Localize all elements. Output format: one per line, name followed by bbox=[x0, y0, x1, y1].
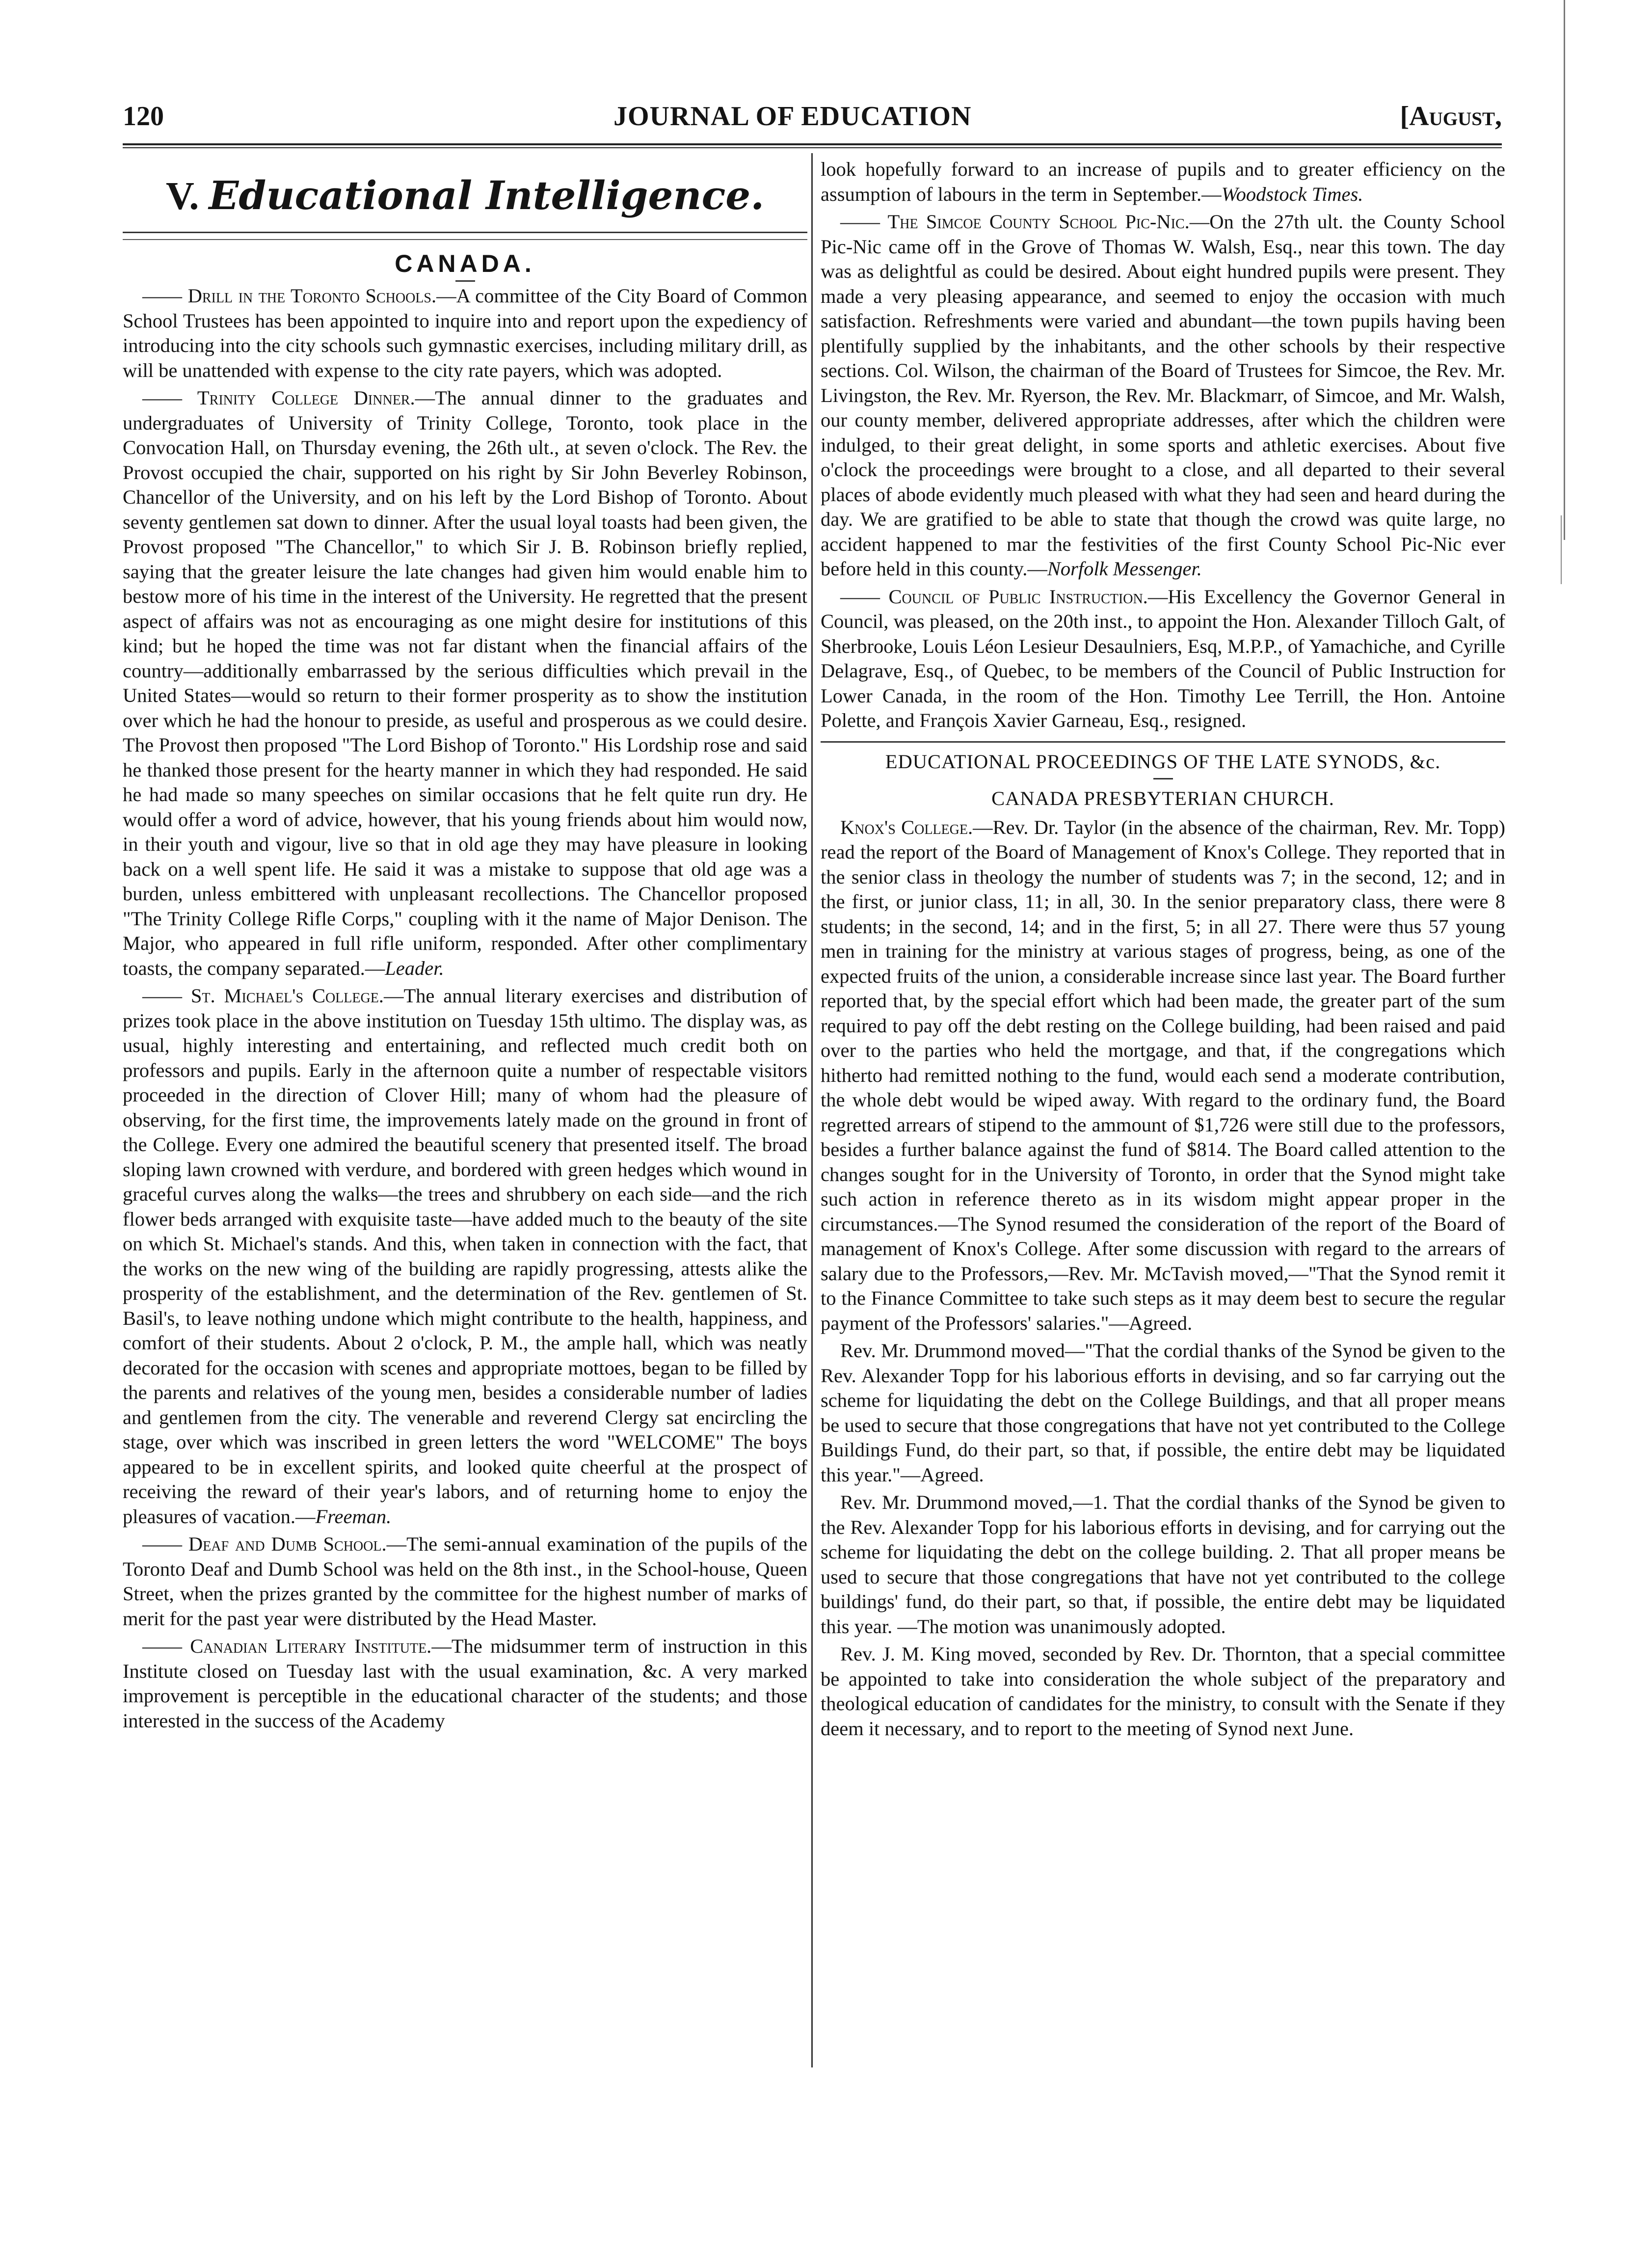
section-title-text: Educational Intelligence. bbox=[209, 172, 765, 218]
article-source: Norfolk Messenger. bbox=[1047, 558, 1202, 580]
article-body: look hopefully forward to an increase of pupils and to greater efficiency on the assumption of labours in the term in September.— bbox=[821, 158, 1505, 205]
paragraph-body: —Rev. Dr. Taylor (in the absence of the chairman, Rev. Mr. Topp) read the report of the Board of Management of Knox's College. They reported that in the senior class in theology the number of students was 7; in the second, 12; and in the first, or junior class, 11; in all, 30. In the senior preparatory class, there were 8 students; in the second, 14; and in the first, 5; in all 27. There were thus 57 young men in training for the ministry at various stages of progress, being, as one of the expected fruits of the union, a considerable increase since last year. The Board further reported that, by the special effort which had been made, the greater part of the sum required to pay off the debt resting on the College building, had been raised and paid over to the parties who held the mortgage, and that, if the congregations which hitherto had remitted nothing to the fund, would each send a moderate contribution, the whole debt would be wiped away. With regard to the ordinary fund, the Board regretted arrears of stipend to the ammount of $1,726 were still due to the professors, besides a further balance against the fund of $814. The Board called attention to the changes sought for in the University of Toronto, in order that the Synod might take such action in reference thereto as in its wisdom might appear proper in the circumstances.—The Synod resumed the consideration of the report of the Board of management of Knox's College. After some discussion with regard to the arrears of salary due to the Professors,—Rev. Mr. McTavish moved,—"That the Synod remit it to the Finance Committee to take such steps as it may deem best to secure the regular payment of the Professors' salaries."—Agreed. bbox=[821, 816, 1505, 1334]
article-heading: —— Council of Public Instruction. bbox=[840, 585, 1148, 608]
church-paragraph bbox=[821, 1490, 1505, 1639]
proceedings-heading: EDUCATIONAL PROCEEDINGS OF THE LATE SYNODS, &c. bbox=[885, 750, 1441, 773]
article-paragraph bbox=[123, 386, 807, 981]
article-heading: —— Canadian Literary Institute. bbox=[142, 1635, 432, 1657]
church-paragraph bbox=[821, 815, 1505, 1336]
article-heading: —— The Simcoe County School Pic-Nic. bbox=[840, 211, 1190, 233]
church-paragraph bbox=[821, 1642, 1505, 1741]
article-heading: —— Drill in the Toronto Schools. bbox=[142, 285, 437, 307]
article-body: —The semi-annual examination of the pupils of the Toronto Deaf and Dumb School was held on the 8th inst., in the School-house, Queen Street, when the prizes granted by the committee for the highest number of marks of merit for the past year were distributed by the Head Master. bbox=[123, 1533, 807, 1630]
section-numeral: V. bbox=[165, 175, 199, 218]
article-paragraph bbox=[123, 1532, 807, 1631]
article-paragraph bbox=[123, 1634, 807, 1733]
page-edge-mark bbox=[1564, 0, 1565, 540]
article-heading: —— St. Michael's College. bbox=[142, 985, 384, 1007]
page-edge-mark-lower bbox=[1561, 515, 1562, 584]
article-heading: —— Trinity College Dinner. bbox=[142, 387, 415, 409]
article-paragraph bbox=[123, 984, 807, 1529]
paragraph-body: Rev. J. M. King moved, seconded by Rev. Dr. Thornton, that a special committee be appointed to take into consideration the whole subject of the preparatory and theological education of candidates for the ministry, to consult with the Senate if they deem it necessary, and to report to the meeting of Synod next June. bbox=[821, 1643, 1505, 1740]
right-column bbox=[821, 157, 1505, 1744]
column-divider bbox=[811, 153, 813, 2067]
article-source: Leader. bbox=[385, 957, 444, 979]
article-heading: —— Deaf and Dumb School. bbox=[142, 1533, 387, 1555]
header-rule-thin bbox=[123, 147, 1502, 148]
article-body: —A committee of the City Board of Common School Trustees has been appointed to inquire into and report upon the expediency of introducing into the city schools such gymnastic exercises, including military drill, as will be unattended with expense to the city rate payers, which was adopted. bbox=[123, 285, 807, 381]
paragraph-body: Rev. Mr. Drummond moved,—1. That the cordial thanks of the Synod be given to the Rev. Alexander Topp for his laborious efforts in devising, and for carrying out the scheme for liquidating the debt on the college building. 2. That all proper means be used to secure that those congregations that have not yet contributed to the college buildings' fund, do their part, so that, if possible, the entire debt may be liquidated this year. —The motion was unanimously adopted. bbox=[821, 1491, 1505, 1637]
section-title bbox=[123, 172, 807, 220]
church-paragraph bbox=[821, 1339, 1505, 1487]
article-paragraph bbox=[821, 585, 1505, 733]
page-number: 120 bbox=[123, 101, 164, 132]
article-body: —The annual dinner to the graduates and undergraduates of University of Trinity College, Toronto, took place in the Convocation Hall, on Thursday evening, the 26th ult., at seven o'clock. The Rev. the Provost occupied the chair, supported on his right by Sir John Beverley Robinson, Chancellor of the University, and on his left by the Lord Bishop of Toronto. About seventy gentlemen sat down to dinner. After the usual loyal toasts had been given, the Provost proposed "The Chancellor," to which Sir J. B. Robinson briefly replied, saying that the greater leisure the late changes had given him would enable him to bestow more of his time in the interest of the University. He regretted that the present aspect of affairs was not as encouraging as one might desire for institutions of this kind; but he hoped the time was not far distant when the financial affairs of the country—additionally embarrassed by the serious difficulties which prevail in the United States—would so return to their former prosperity as to show the institution over which he had the honour to preside, as useful and prosperous as we could desire. The Provost then proposed "The Lord Bishop of Toronto." His Lordship rose and said he thanked those present for the hearty manner in which they had responded. He said he had made so many speeches on similar occasions that he felt quite run dry. He would offer a word of advice, however, that his young friends about him would now, in their youth and vigour, live so that in old age they may have pleasure in looking back on a well spent life. He said it was a mistake to suppose that old age was a burden, unless embittered with unpleasant recollections. The Chancellor proposed "The Trinity College Rifle Corps," coupling with it the name of Major Denison. The Major, who appeared in full rifle uniform, responded. After other complimentary toasts, the company separated.— bbox=[123, 387, 807, 979]
region-rule bbox=[455, 280, 475, 282]
article-paragraph bbox=[821, 210, 1505, 582]
article-paragraph bbox=[821, 157, 1505, 207]
paragraph-body: Rev. Mr. Drummond moved—"That the cordial thanks of the Synod be given to the Rev. Alexander Topp for his laborious efforts in devising, and so far carrying out the scheme for liquidating the debt on the College Buildings, and that all proper means be used to secure that those congregations that have not yet contributed to the College Buildings Fund, do their part, so that, if possible, the entire debt may be liquidated this year."—Agreed. bbox=[821, 1340, 1505, 1486]
article-source: Freeman. bbox=[315, 1505, 392, 1528]
running-header bbox=[123, 101, 1502, 135]
month-label: [August, bbox=[1400, 101, 1502, 132]
header-rule bbox=[123, 143, 1502, 145]
article-body: —On the 27th ult. the County School Pic-Nic came off in the Grove of Thomas W. Walsh, Esq., near this town. The day was as delightful as could be desired. About eight hundred pupils were present. They made a very pleasing appearance, and seemed to enjoy the occasion with much satisfaction. Refreshments were varied and abundant—the town pupils having been plentifully supplied by the inhabitants, and the other schools by their respective sections. Col. Wilson, the chairman of the Board of Trustees for Simcoe, the Rev. Mr. Livingston, the Rev. Mr. Ryerson, the Rev. Mr. Blackmarr, of Simcoe, and Mr. Walsh, our county member, delivered appropriate addresses, after which the children were indulged, to their great delight, in some sports and athletic exercises. About five o'clock the proceedings were brought to a close, and all departed to their several places of abode evidently much pleased with what they had seen and heard during the day. We are gratified to be able to state that though the crowd was quite large, no accident happened to mar the festivities of the first County School Pic-Nic ever before held in this county.— bbox=[821, 211, 1505, 580]
paragraph-heading: Knox's College. bbox=[840, 816, 973, 838]
journal-title: JOURNAL OF EDUCATION bbox=[613, 101, 972, 132]
article-body: —His Excellency the Governor General in Council, was pleased, on the 20th inst., to appoint the Hon. Alexander Tilloch Galt, of Sherbrooke, Louis Léon Lesieur Desaulniers, Esq, M.P.P., of Yamachiche, and Cyrille Delagrave, Esq., of Quebec, to be members of the Council of Public Instruction for Lower Canada, in the room of the Hon. Timothy Lee Terrill, the Hon. Antoine Polette, and François Xavier Garneau, Esq., resigned. bbox=[821, 585, 1506, 731]
region-heading: CANADA. bbox=[395, 250, 535, 277]
article-body: —The annual literary exercises and distribution of prizes took place in the above institution on Tuesday 15th ultimo. The display was, as usual, highly interesting and entertaining, and reflected much credit both on professors and pupils. Early in the afternoon quite a number of respectable visitors proceeded in the direction of Clover Hill; many of whom had the pleasure of observing, for the first time, the improvements lately made on the ground in front of the College. Every one admired the beautiful scenery that presented itself. The broad sloping lawn crowned with verdure, and bordered with green hedges which wound in graceful curves along the walks—the trees and shrubbery on each side—and the rich flower beds arranged with exquisite taste—have added much to the beauty of the site on which St. Michael's stands. And this, when taken in connection with the fact, that the works on the new wing of the building are rapidly progressing, attests alike the prosperity of the establishment, and the determination of the Rev. gentlemen of St. Basil's, to leave nothing undone which might contribute to the health, happiness, and comfort of their students. About 2 o'clock, P. M., the ample hall, which was neatly decorated for the occasion with scenes and appropriate mottoes, began to be filled by the parents and relatives of the young men, besides a considerable number of ladies and gentlemen from the city. The venerable and reverend Clergy sat encircling the stage, over which was inscribed in green letters the word "WELCOME" The boys appeared to be in excellent spirits, and looked quite cheerful at the prospect of receiving the reward of their year's labors, and of returning home to enjoy the pleasures of vacation.— bbox=[123, 985, 807, 1528]
article-source: Woodstock Times. bbox=[1221, 183, 1363, 205]
proceedings-rule bbox=[1153, 778, 1173, 779]
church-heading: CANADA PRESBYTERIAN CHURCH. bbox=[991, 787, 1334, 809]
article-paragraph bbox=[123, 284, 807, 383]
section-ornament-rule bbox=[123, 232, 807, 240]
left-column bbox=[123, 157, 807, 1736]
article-body: —The midsummer term of instruction in this Institute closed on Tuesday last with the usual examination, &c. A very marked improvement is perceptible in the educational character of the students; and those interested in the success of the Academy bbox=[123, 1635, 807, 1732]
section-divider bbox=[821, 741, 1505, 743]
